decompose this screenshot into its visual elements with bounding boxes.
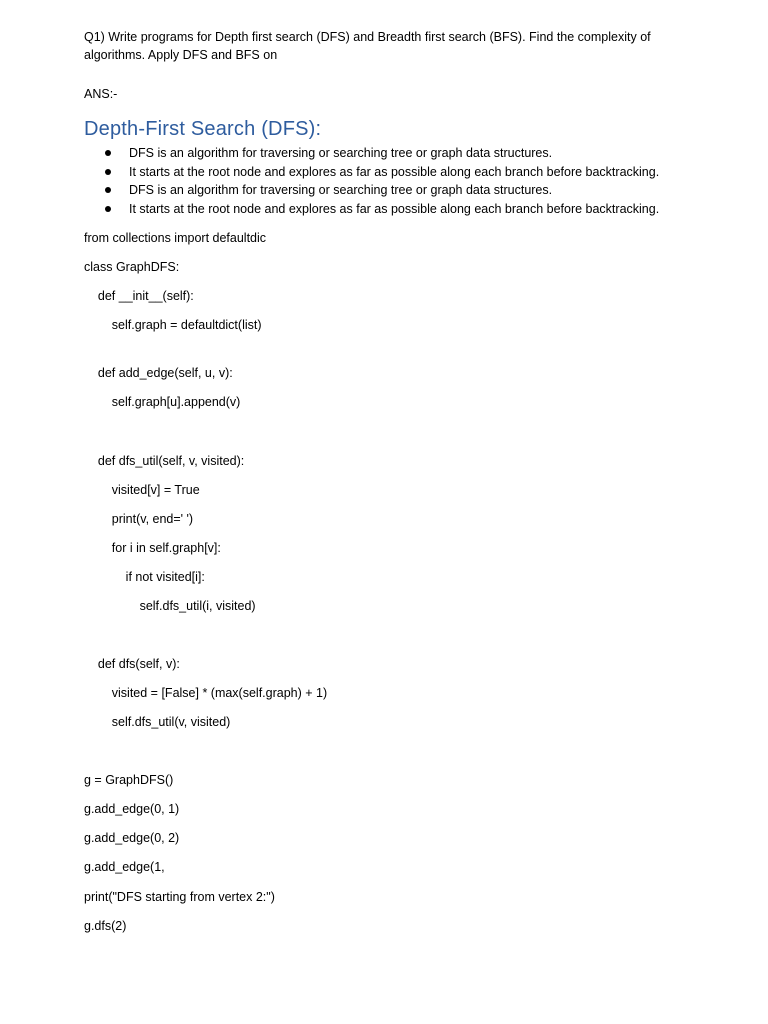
code-line: visited = [False] * (max(self.graph) + 1) <box>84 686 328 700</box>
code-line: self.graph = defaultdict(list) <box>84 318 262 332</box>
code-line: def dfs_util(self, v, visited): <box>84 454 245 468</box>
bullet-text: It starts at the root node and explores as far as possible along each branch before backtracking. <box>129 164 660 179</box>
bullet-text: DFS is an algorithm for traversing or searching tree or graph data structures. <box>129 183 553 197</box>
bullet-list <box>84 144 659 218</box>
code-line: def __init__(self): <box>84 289 194 303</box>
code-line: self.dfs_util(i, visited) <box>84 599 256 613</box>
section-heading: Depth-First Search (DFS): <box>84 118 322 140</box>
list-item <box>84 163 659 182</box>
code-line: def add_edge(self, u, v): <box>84 366 233 380</box>
bullet-text: DFS is an algorithm for traversing or searching tree or graph data structures. <box>129 146 553 160</box>
question-text: Q1) Write programs for Depth first search (DFS) and Breadth first search (BFS). Find the complexity of algorithms. Apply DFS and BFS on <box>84 30 651 62</box>
code-line: g.add_edge(0, 1) <box>84 802 180 816</box>
list-item <box>84 200 659 219</box>
code-line: print("DFS starting from vertex 2:") <box>84 890 275 904</box>
bullet-icon <box>105 187 111 193</box>
code-line: def dfs(self, v): <box>84 657 180 671</box>
code-line: g.dfs(2) <box>84 919 127 933</box>
code-line: g.add_edge(0, 2) <box>84 831 180 845</box>
list-item <box>84 144 659 163</box>
code-line: for i in self.graph[v]: <box>84 541 221 555</box>
code-line: if not visited[i]: <box>84 570 205 584</box>
code-line: g = GraphDFS() <box>84 773 174 787</box>
code-line: visited[v] = True <box>84 483 200 497</box>
answer-label: ANS:- <box>84 87 118 101</box>
code-line: from collections import defaultdic <box>84 231 267 245</box>
bullet-text: It starts at the root node and explores as far as possible along each branch before backtracking. <box>129 201 660 216</box>
code-line: class GraphDFS: <box>84 260 180 274</box>
list-item <box>84 181 659 200</box>
code-line: self.graph[u].append(v) <box>84 395 241 409</box>
bullet-icon <box>105 169 111 175</box>
bullet-icon <box>105 206 111 212</box>
code-line: print(v, end=' ') <box>84 512 194 526</box>
code-line: self.dfs_util(v, visited) <box>84 715 231 729</box>
code-line: g.add_edge(1, <box>84 860 165 874</box>
bullet-icon <box>105 150 111 156</box>
